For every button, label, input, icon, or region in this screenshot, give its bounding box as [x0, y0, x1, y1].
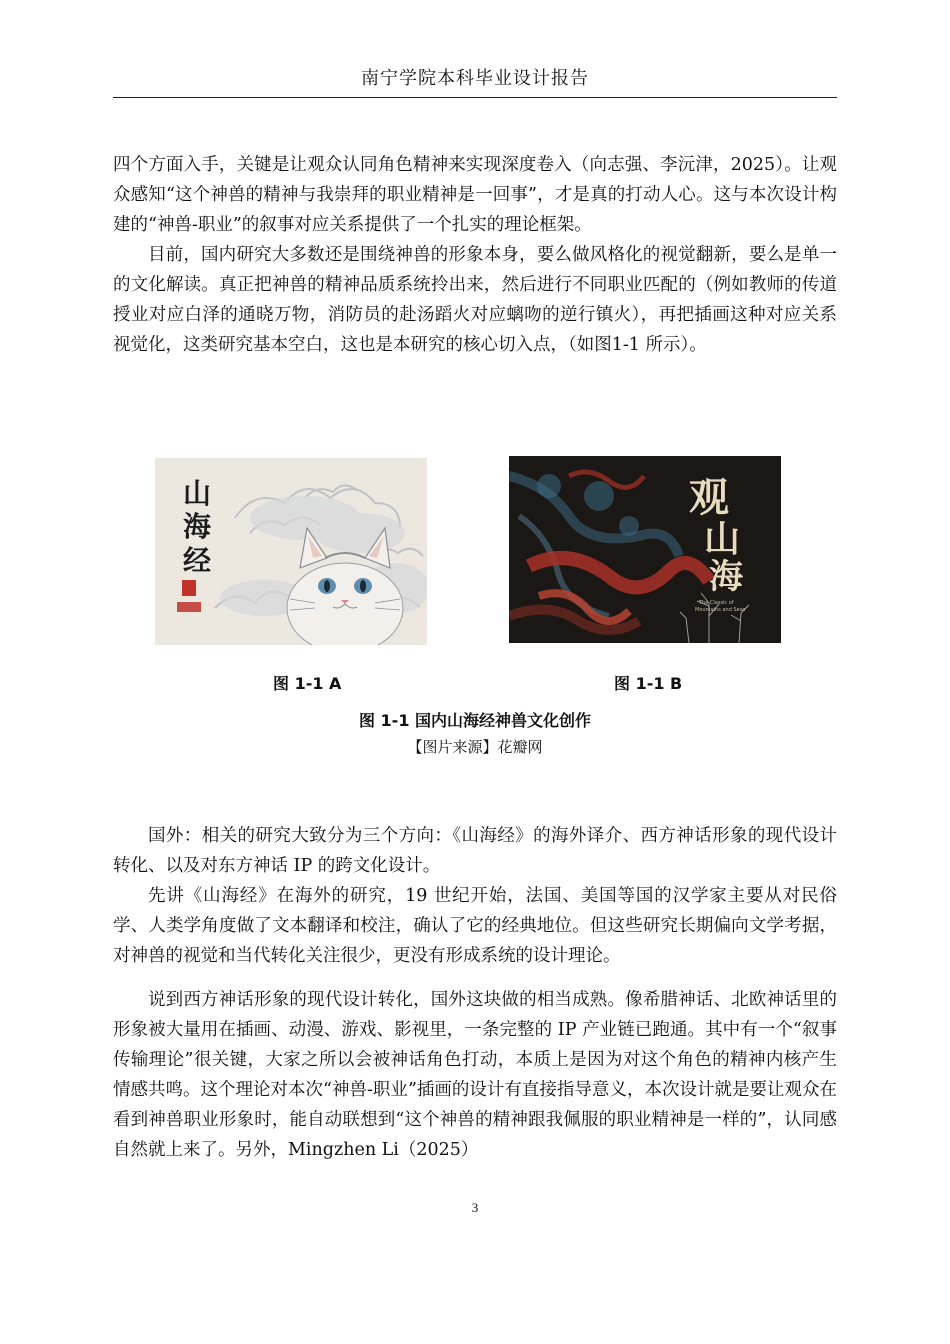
paragraph-western-myth: 说到西方神话形象的现代设计转化，国外这块做的相当成熟。像希腊神话、北欧神话里的形象被大量用在插画、动漫、游戏、影视里，一条完整的 IP 产业链已跑通。其中有一个“叙事传输理论”很关键，大家之所以会被神话角色打动，本质上是因为对这个角色的精神内核产生情感共鸣。这个理论对本次“神兽-职业”插画的设计有直接指导意义，本次设计就是要让观众在看到神兽职业形象时，能自动联想到“这个神兽的精神跟我佩服的职业精神是一样的”，认同感自然就上来了。另外，Mingzhen Li（2025）	[113, 990, 837, 1160]
paragraph-domestic-research: 目前，国内研究大多数还是围绕神兽的形象本身，要么做风格化的视觉翻新，要么是单一的文化解读。真正把神兽的精神品质系统拎出来，然后进行不同职业匹配的（例如教师的传道授业对应白泽的通晓万物，消防员的赴汤蹈火对应螭吻的逆行镇火），再把插画这种对应关系视觉化，这类研究基本空白，这也是本研究的核心切入点，（如图1-1 所示）。	[113, 245, 837, 355]
svg-text:Mountains and Seas: Mountains and Seas	[695, 607, 746, 613]
svg-text:海: 海	[183, 510, 212, 543]
figure-caption-b: 图 1-1 B	[614, 674, 683, 693]
paragraph-foreign-overview: 国外：相关的研究大致分为三个方向：《山海经》的海外译介、西方神话形象的现代设计转化、以及对东方神话 IP 的跨文化设计。	[113, 826, 837, 876]
page-number: 3	[471, 1200, 479, 1215]
paragraph-overseas-study: 先讲《山海经》在海外的研究，19 世纪开始，法国、美国等国的汉学家主要从对民俗学、人类学角度做了文本翻译和校注，确认了它的经典地位。但这些研究长期偏向文学考据，对神兽的视觉和当代转化关注很少，更没有形成系统的设计理论。	[113, 886, 837, 966]
figure-caption-a: 图 1-1 A	[273, 674, 342, 693]
paragraph-continuation: 四个方面入手，关键是让观众认同角色精神来实现深度卷入（向志强、李沅津，2025）。让观众感知“这个神兽的精神与我崇拜的职业精神是一回事”，才是真的打动人心。这与本次设计构建的“神兽-职业”的叙事对应关系提供了一个扎实的理论框架。	[113, 155, 837, 235]
svg-text:观: 观	[689, 474, 729, 521]
svg-text:山: 山	[704, 518, 741, 560]
page-header-title: 南宁学院本科毕业设计报告	[361, 68, 589, 89]
figure-caption-source: 【图片来源】花瓣网	[407, 738, 543, 756]
header-divider	[113, 97, 837, 98]
figure-image-b	[509, 456, 781, 643]
figure-image-a	[155, 458, 427, 645]
svg-text:经: 经	[183, 544, 212, 577]
svg-text:The Classic of: The Classic of	[699, 600, 734, 606]
figure-caption-main: 图 1-1 国内山海经神兽文化创作	[358, 711, 592, 730]
svg-text:山: 山	[183, 477, 212, 510]
svg-text:海: 海	[709, 557, 743, 597]
